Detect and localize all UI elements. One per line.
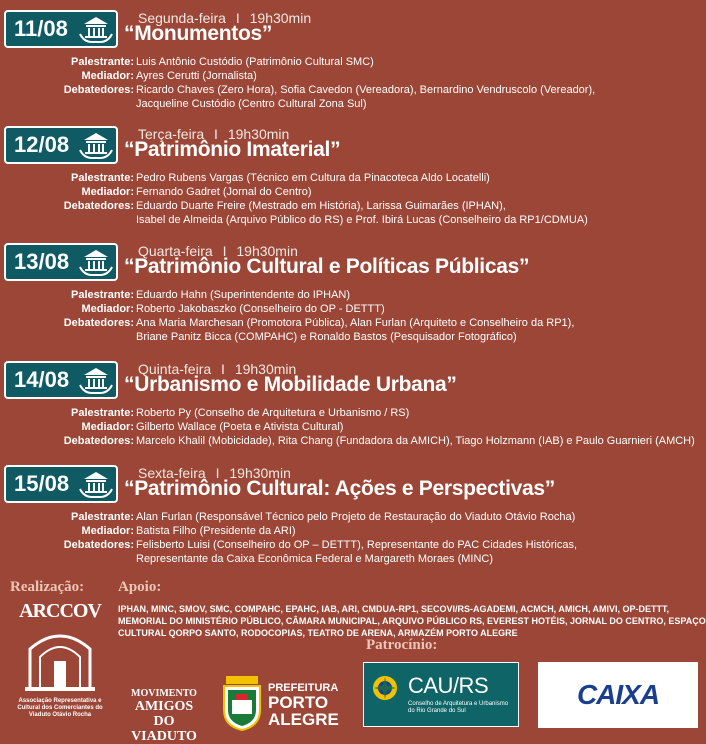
row-label: Debatedores: bbox=[63, 317, 134, 329]
event-title: “Monumentos” bbox=[124, 22, 273, 45]
row-continuation bbox=[0, 552, 706, 566]
event-weekday: Quarta-feira bbox=[138, 243, 213, 259]
row-mediador bbox=[0, 302, 706, 316]
row-value: Roberto Py (Conselho de Arquitetura e Urbanismo / RS) bbox=[136, 407, 410, 419]
row-mediador bbox=[0, 69, 706, 83]
row-value: Pedro Rubens Vargas (Técnico em Cultura da Pinacoteca Aldo Locatelli) bbox=[136, 172, 490, 184]
event-time: 19h30min bbox=[229, 465, 291, 481]
apoio-list: IPHAN, MINC, SMOV, SMC, COMPAHC, EPAHC, IAB, ARI, CMDUA-RP1, SECOVI/RS-AGADEMI, ACMCH, AMICH, AMIVI, OP-DETTT, MEMORIAL DO MINISTÉRIO PÚBLICO, CÂMARA MUNICIPAL, ARQUIVO PÚBLICO RS, EVEREST HOTÉIS, JORNAL DO CENTRO, ESPAÇO CULTURAL QORPO SANTO, RODOCOPIAS, TEATRO DE ARENA, ARMAZÉM PORTO ALEGRE bbox=[118, 604, 706, 638]
event-time: 19h30min bbox=[236, 243, 298, 259]
row-label: Mediador: bbox=[81, 303, 134, 315]
arccov-caption: Associação Representativa e Cultural dos Comerciantes do Viaduto Otávio Rocha bbox=[17, 698, 103, 718]
row-debatedores bbox=[0, 199, 706, 213]
realizacao-label: Realização: bbox=[10, 579, 85, 595]
row-palestrante bbox=[0, 288, 706, 302]
event-participants bbox=[0, 510, 706, 566]
event-weekday: Terça-feira bbox=[138, 126, 205, 142]
prefeitura-line-3: ALEGRE bbox=[268, 710, 339, 729]
prefeitura-logo bbox=[220, 676, 340, 732]
row-palestrante bbox=[0, 171, 706, 185]
patrocinio-label: Patrocínio: bbox=[366, 637, 438, 653]
row-value: Gilberto Wallace (Poeta e Ativista Cultural) bbox=[136, 421, 344, 433]
monument-icon bbox=[78, 14, 114, 44]
event-weekday: Segunda-feira bbox=[138, 10, 226, 26]
row-label: Debatedores: bbox=[63, 84, 134, 96]
row-label: Palestrante: bbox=[71, 511, 134, 523]
row-mediador bbox=[0, 185, 706, 199]
caixa-name: CAIXA bbox=[576, 679, 660, 710]
row-value: Ayres Cerutti (Jornalista) bbox=[136, 70, 257, 82]
event-time: 19h30min bbox=[234, 361, 297, 377]
row-mediador bbox=[0, 420, 706, 434]
row-mediador bbox=[0, 524, 706, 538]
row-palestrante bbox=[0, 55, 706, 69]
event-time: 19h30min bbox=[227, 126, 290, 142]
event-date: 12/08 bbox=[14, 132, 70, 157]
monument-icon bbox=[78, 247, 114, 277]
event-title: “Patrimônio Imaterial” bbox=[124, 138, 341, 161]
row-palestrante bbox=[0, 510, 706, 524]
brasao-icon bbox=[370, 673, 400, 703]
date-badge bbox=[4, 361, 118, 399]
city-crest-icon bbox=[220, 676, 264, 732]
amigos-line-1: MOVIMENTO bbox=[131, 688, 197, 699]
event-weekday: Quinta-feira bbox=[138, 361, 212, 377]
row-label: Debatedores: bbox=[63, 200, 134, 212]
separator: I bbox=[215, 465, 220, 481]
row-value: Felisberto Luisi (Conselheiro do OP – DETTT), Representante do PAC Cidades Históricas, bbox=[136, 539, 578, 551]
event-date: 15/08 bbox=[14, 471, 70, 496]
amigos-line-3: VIADUTO bbox=[131, 729, 197, 744]
event-date: 11/08 bbox=[14, 16, 68, 41]
event-title: “Patrimônio Cultural e Políticas Públicas” bbox=[124, 255, 530, 278]
row-value: Eduardo Duarte Freire (Mestrado em História), Larissa Guimarães (IPHAN), bbox=[136, 200, 506, 212]
row-label: Palestrante: bbox=[71, 172, 134, 184]
cau-caption: Conselho de Arquitetura e Urbanismo do Rio Grande do Sul bbox=[408, 701, 509, 714]
amigos-line-2: AMIGOS DO bbox=[134, 699, 194, 729]
date-badge bbox=[4, 10, 118, 48]
row-label: Mediador: bbox=[81, 186, 134, 198]
row-value: Briane Panitz Bicca (COMPAHC) e Ronaldo Bastos (Pesquisador Fotográfico) bbox=[136, 331, 517, 343]
row-debatedores bbox=[0, 316, 706, 330]
event-participants bbox=[0, 406, 706, 448]
row-palestrante bbox=[0, 406, 706, 420]
row-label: Palestrante: bbox=[71, 289, 134, 301]
cau-rs-logo bbox=[363, 662, 519, 727]
event-weekday: Sexta-feira bbox=[138, 465, 206, 481]
row-label: Mediador: bbox=[81, 525, 134, 537]
date-badge bbox=[4, 243, 118, 281]
viaduct-arch-icon bbox=[10, 623, 110, 693]
row-label: Mediador: bbox=[81, 70, 134, 82]
event-date: 14/08 bbox=[14, 367, 70, 392]
row-value: Luis Antônio Custódio (Patrimônio Cultural SMC) bbox=[136, 56, 374, 68]
event-time: 19h30min bbox=[249, 10, 312, 26]
row-debatedores bbox=[0, 538, 706, 552]
row-value: Fernando Gadret (Jornal do Centro) bbox=[136, 186, 312, 198]
row-label: Palestrante: bbox=[71, 56, 134, 68]
arccov-name: ARCCOV bbox=[19, 600, 101, 622]
row-label: Mediador: bbox=[81, 421, 134, 433]
row-label: Debatedores: bbox=[63, 435, 134, 447]
row-value: Marcelo Khalil (Mobicidade), Rita Chang (Fundadora da AMICH), Tiago Holzmann (IAB) e Paulo Guarnieri (AMCH) bbox=[136, 435, 695, 447]
row-value: Ana Maria Marchesan (Promotora Pública), Alan Furlan (Arquiteto e Conselheiro da RP1), bbox=[136, 317, 575, 329]
row-continuation bbox=[0, 330, 706, 344]
arccov-logo bbox=[10, 600, 110, 736]
monument-icon bbox=[78, 130, 114, 160]
row-label: Palestrante: bbox=[71, 407, 134, 419]
separator: I bbox=[221, 361, 225, 377]
row-value: Roberto Jakobaszko (Conselheiro do OP - DETTT) bbox=[136, 303, 385, 315]
cau-name: CAU/RS bbox=[408, 673, 489, 698]
event-title: “Urbanismo e Mobilidade Urbana” bbox=[124, 373, 457, 396]
event-title: “Patrimônio Cultural: Ações e Perspectivas” bbox=[124, 477, 555, 500]
row-debatedores bbox=[0, 434, 706, 448]
row-debatedores bbox=[0, 83, 706, 97]
monument-icon bbox=[78, 469, 114, 499]
event-date: 13/08 bbox=[14, 249, 70, 274]
row-value: Representante da Caixa Econômica Federal e Margareth Moraes (MINC) bbox=[136, 553, 494, 565]
row-label: Debatedores: bbox=[63, 539, 134, 551]
amigos-viaduto-logo bbox=[124, 688, 204, 744]
row-value: Eduardo Hahn (Superintendente do IPHAN) bbox=[136, 289, 351, 301]
prefeitura-line-1: PREFEITURA bbox=[268, 682, 339, 694]
caixa-logo bbox=[538, 662, 698, 728]
row-value: Isabel de Almeida (Arquivo Público do RS) e Prof. Ibirá Lucas (Conselheiro da RP1/CDMUA) bbox=[136, 214, 588, 226]
row-continuation bbox=[0, 97, 706, 111]
row-value: Jacqueline Custódio (Centro Cultural Zona Sul) bbox=[136, 98, 367, 110]
date-badge bbox=[4, 465, 118, 503]
prefeitura-line-2: PORTO bbox=[268, 693, 329, 712]
separator: I bbox=[214, 126, 218, 142]
row-continuation bbox=[0, 213, 706, 227]
event-participants bbox=[0, 288, 706, 344]
monument-icon bbox=[78, 365, 114, 395]
date-badge bbox=[4, 126, 118, 164]
separator: I bbox=[222, 243, 227, 259]
separator: I bbox=[235, 10, 240, 26]
event-participants bbox=[0, 55, 706, 111]
apoio-label: Apoio: bbox=[118, 579, 162, 595]
row-value: Alan Furlan (Responsável Técnico pelo Projeto de Restauração do Viaduto Otávio Rocha) bbox=[136, 511, 576, 523]
row-value: Batista Filho (Presidente da ARI) bbox=[136, 525, 296, 537]
event-participants bbox=[0, 171, 706, 227]
row-value: Ricardo Chaves (Zero Hora), Sofia Cavedon (Vereadora), Bernardino Vendruscolo (Vereador), bbox=[136, 84, 596, 96]
